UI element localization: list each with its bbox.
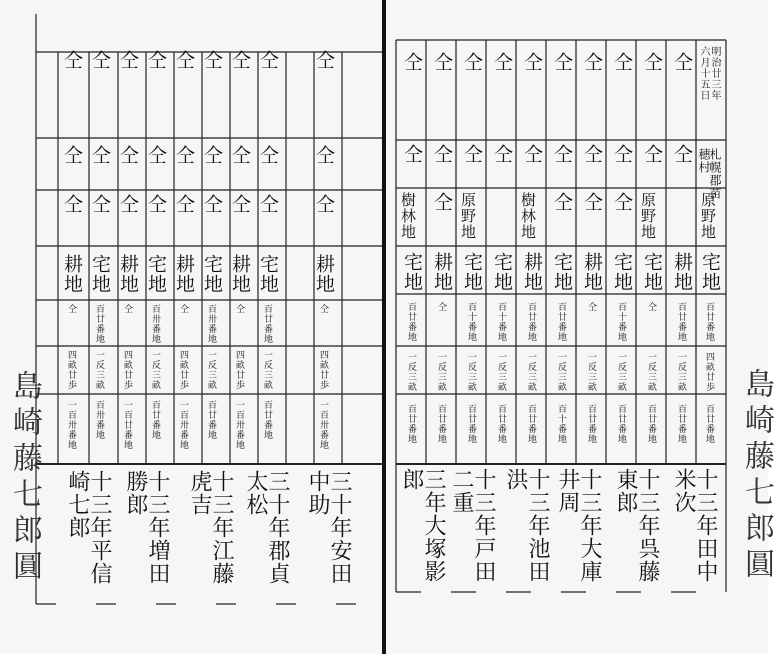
ledger-cell: 仝 <box>201 145 223 165</box>
area-cell: 一反三畝 <box>646 352 656 392</box>
ledger-cell: 仝 <box>491 144 513 164</box>
lot-cell: 百十番地 <box>556 404 566 444</box>
lot-number-cell: 仝 <box>178 304 188 314</box>
lot-number-cell: 百十番地 <box>496 302 506 342</box>
lot-cell: 百廿番地 <box>206 400 216 440</box>
ledger-cell: 仝 <box>401 52 423 72</box>
date-header: 明治廿三年六月十五日 <box>698 46 720 101</box>
lot-cell: 百廿番地 <box>526 404 536 444</box>
lot-cell: 百廿番地 <box>646 404 656 444</box>
ledger-cell: 仝 <box>461 144 483 164</box>
land-type-cell: 宅地 <box>201 254 223 294</box>
ledger-cell: 仝 <box>641 52 663 72</box>
area-cell: 一反三畝 <box>556 352 566 392</box>
ledger-cell: 仝 <box>671 144 693 164</box>
ledger-cell: 仝 <box>117 194 139 214</box>
lot-cell: 百廿番地 <box>150 400 160 440</box>
lot-number-cell: 仝 <box>318 304 328 314</box>
land-type-cell: 耕地 <box>521 252 543 292</box>
lot-cell: 百廿番地 <box>496 404 506 444</box>
land-type-cell: 耕地 <box>431 252 453 292</box>
ledger-cell: 仝 <box>117 50 139 70</box>
ledger-cell: 仝 <box>145 145 167 165</box>
owner-name: 十三年池田洪 <box>503 468 550 583</box>
ledger-cell: 仝 <box>551 192 573 212</box>
ledger-cell: 仝 <box>313 50 335 70</box>
area-cell: 四畝廿歩 <box>318 350 328 390</box>
ledger-cell: 仝 <box>611 144 633 164</box>
lot-cell: 百廿番地 <box>436 404 446 444</box>
lot-number-cell: 百廿番地 <box>556 302 566 342</box>
lot-cell: 百廿番地 <box>676 404 686 444</box>
ledger-cell: 仝 <box>461 52 483 72</box>
lot-number-cell: 百卅番地 <box>150 304 160 344</box>
ledger-cell: 仝 <box>641 144 663 164</box>
right-margin-label: 島崎藤七郎圓 <box>739 368 774 584</box>
land-type-cell: 宅地 <box>551 252 573 292</box>
area-cell: 一反三畝 <box>262 350 272 390</box>
area-cell: 一反三畝 <box>616 352 626 392</box>
land-type-cell: 宅地 <box>145 254 167 294</box>
right-page <box>386 0 774 654</box>
land-type-cell: 耕地 <box>117 254 139 294</box>
area-cell: 四畝廿歩 <box>66 350 76 390</box>
land-type-cell: 宅地 <box>699 252 721 292</box>
land-type-cell: 宅地 <box>641 252 663 292</box>
owner-name: 十三年平信崎七郎 <box>65 470 112 585</box>
area-cell: 一反三畝 <box>406 352 416 392</box>
ledger-cell: 原野地 <box>699 192 717 240</box>
lot-number-cell: 仝 <box>234 304 244 314</box>
ledger-cell: 仝 <box>257 194 279 214</box>
ledger-cell: 仝 <box>431 52 453 72</box>
owner-name: 三十年郡貞太松 <box>243 470 290 585</box>
land-type-cell: 耕地 <box>671 252 693 292</box>
ledger-cell: 仝 <box>229 194 251 214</box>
ledger-cell: 仝 <box>611 192 633 212</box>
ledger-cell: 仝 <box>145 50 167 70</box>
ledger-cell: 仝 <box>89 145 111 165</box>
lot-cell: 一百廿番地 <box>122 400 132 450</box>
left-page <box>0 0 382 654</box>
lot-number-cell: 百廿番地 <box>262 304 272 344</box>
ledger-cell: 仝 <box>61 50 83 70</box>
area-cell: 一反三畝 <box>676 352 686 392</box>
lot-cell: 百廿番地 <box>466 404 476 444</box>
land-type-cell: 耕地 <box>581 252 603 292</box>
owner-name: 十三年戸田二重 <box>449 468 496 583</box>
area-cell: 四畝廿歩 <box>704 352 714 392</box>
land-type-cell: 耕地 <box>229 254 251 294</box>
land-type-cell: 耕地 <box>173 254 195 294</box>
ledger-cell: 仝 <box>581 144 603 164</box>
owner-name: 十三年増田勝郎 <box>123 470 170 585</box>
ledger-cell: 仝 <box>257 145 279 165</box>
owner-name: 十三年江藤虎吉 <box>187 470 234 585</box>
ledger-cell: 仝 <box>173 50 195 70</box>
ledger-cell: 仝 <box>551 144 573 164</box>
land-type-cell: 宅地 <box>89 254 111 294</box>
area-cell: 四畝廿歩 <box>234 350 244 390</box>
lot-cell: 百廿番地 <box>616 404 626 444</box>
land-type-cell: 宅地 <box>461 252 483 292</box>
ledger-cell: 仝 <box>551 52 573 72</box>
ledger-cell: 仝 <box>611 52 633 72</box>
lot-cell: 一百卅番地 <box>178 400 188 450</box>
lot-cell: 一百卅番地 <box>318 400 328 450</box>
district-header: 札幌郡苗穂村 <box>697 148 722 200</box>
ledger-cell: 仝 <box>89 50 111 70</box>
lot-number-cell: 百廿番地 <box>704 302 714 342</box>
ledger-cell: 仝 <box>89 194 111 214</box>
lot-cell: 一百卅番地 <box>66 400 76 450</box>
ledger-cell: 仝 <box>61 145 83 165</box>
lot-cell: 百卅番地 <box>94 400 104 440</box>
ledger-cell: 仝 <box>521 52 543 72</box>
lot-cell: 百廿番地 <box>262 400 272 440</box>
lot-number-cell: 百廿番地 <box>94 304 104 344</box>
land-type-cell: 宅地 <box>611 252 633 292</box>
ledger-cell: 仝 <box>117 145 139 165</box>
ledger-cell: 仝 <box>431 144 453 164</box>
lot-number-cell: 百十番地 <box>616 302 626 342</box>
lot-cell: 百廿番地 <box>586 404 596 444</box>
land-type-cell: 宅地 <box>257 254 279 294</box>
left-margin-label: 島崎藤七郎圓 <box>7 370 42 586</box>
lot-number-cell: 百十番地 <box>466 302 476 342</box>
ledger-cell: 仝 <box>61 194 83 214</box>
lot-cell: 百廿番地 <box>704 404 714 444</box>
area-cell: 一反三畝 <box>436 352 446 392</box>
ledger-cell: 仝 <box>491 52 513 72</box>
lot-number-cell: 仝 <box>586 302 596 312</box>
ledger-cell: 仝 <box>313 194 335 214</box>
land-type-cell: 耕地 <box>313 254 335 294</box>
ledger-cell: 仝 <box>201 50 223 70</box>
ledger-cell: 仝 <box>173 194 195 214</box>
ledger-cell: 仝 <box>581 192 603 212</box>
lot-number-cell: 百廿番地 <box>406 302 416 342</box>
area-cell: 一反三畝 <box>496 352 506 392</box>
area-cell: 四畝廿歩 <box>178 350 188 390</box>
area-cell: 一反三畝 <box>466 352 476 392</box>
ledger-cell: 仝 <box>431 192 453 212</box>
area-cell: 一反三畝 <box>586 352 596 392</box>
ledger-cell: 仝 <box>313 145 335 165</box>
lot-number-cell: 仝 <box>66 304 76 314</box>
lot-cell: 百廿番地 <box>406 404 416 444</box>
ledger-cell: 仝 <box>201 194 223 214</box>
area-cell: 一反三畝 <box>94 350 104 390</box>
ledger-cell: 仝 <box>229 50 251 70</box>
lot-number-cell: 仝 <box>122 304 132 314</box>
lot-number-cell: 百廿番地 <box>676 302 686 342</box>
lot-number-cell: 百卅番地 <box>206 304 216 344</box>
ledger-cell: 樹林地 <box>519 192 537 240</box>
owner-name: 十三年田中米次 <box>671 468 718 583</box>
ledger-cell: 仝 <box>173 145 195 165</box>
area-cell: 一反三畝 <box>150 350 160 390</box>
ledger-cell: 仝 <box>257 50 279 70</box>
area-cell: 一反三畝 <box>526 352 536 392</box>
land-type-cell: 耕地 <box>61 254 83 294</box>
ledger-cell: 仝 <box>401 144 423 164</box>
ledger-cell: 仝 <box>581 52 603 72</box>
land-type-cell: 宅地 <box>491 252 513 292</box>
ledger-cell: 原野地 <box>639 192 657 240</box>
owner-name: 十三年呉藤東郎 <box>613 468 660 583</box>
lot-cell: 一百卅番地 <box>234 400 244 450</box>
ledger-cell: 原野地 <box>459 192 477 240</box>
lot-number-cell: 仝 <box>436 302 446 312</box>
ledger-cell: 仝 <box>521 144 543 164</box>
lot-number-cell: 仝 <box>646 302 656 312</box>
ledger-cell: 仝 <box>229 145 251 165</box>
owner-name: 三年大塚影郎 <box>399 468 446 583</box>
owner-name: 三十年安田中助 <box>305 470 352 585</box>
ledger-cell: 仝 <box>145 194 167 214</box>
ledger-cell: 仝 <box>671 52 693 72</box>
area-cell: 四畝廿歩 <box>122 350 132 390</box>
area-cell: 一反三畝 <box>206 350 216 390</box>
ledger-cell: 樹林地 <box>399 192 417 240</box>
land-type-cell: 宅地 <box>401 252 423 292</box>
owner-name: 十三年大庫井周 <box>555 468 602 583</box>
lot-number-cell: 百廿番地 <box>526 302 536 342</box>
